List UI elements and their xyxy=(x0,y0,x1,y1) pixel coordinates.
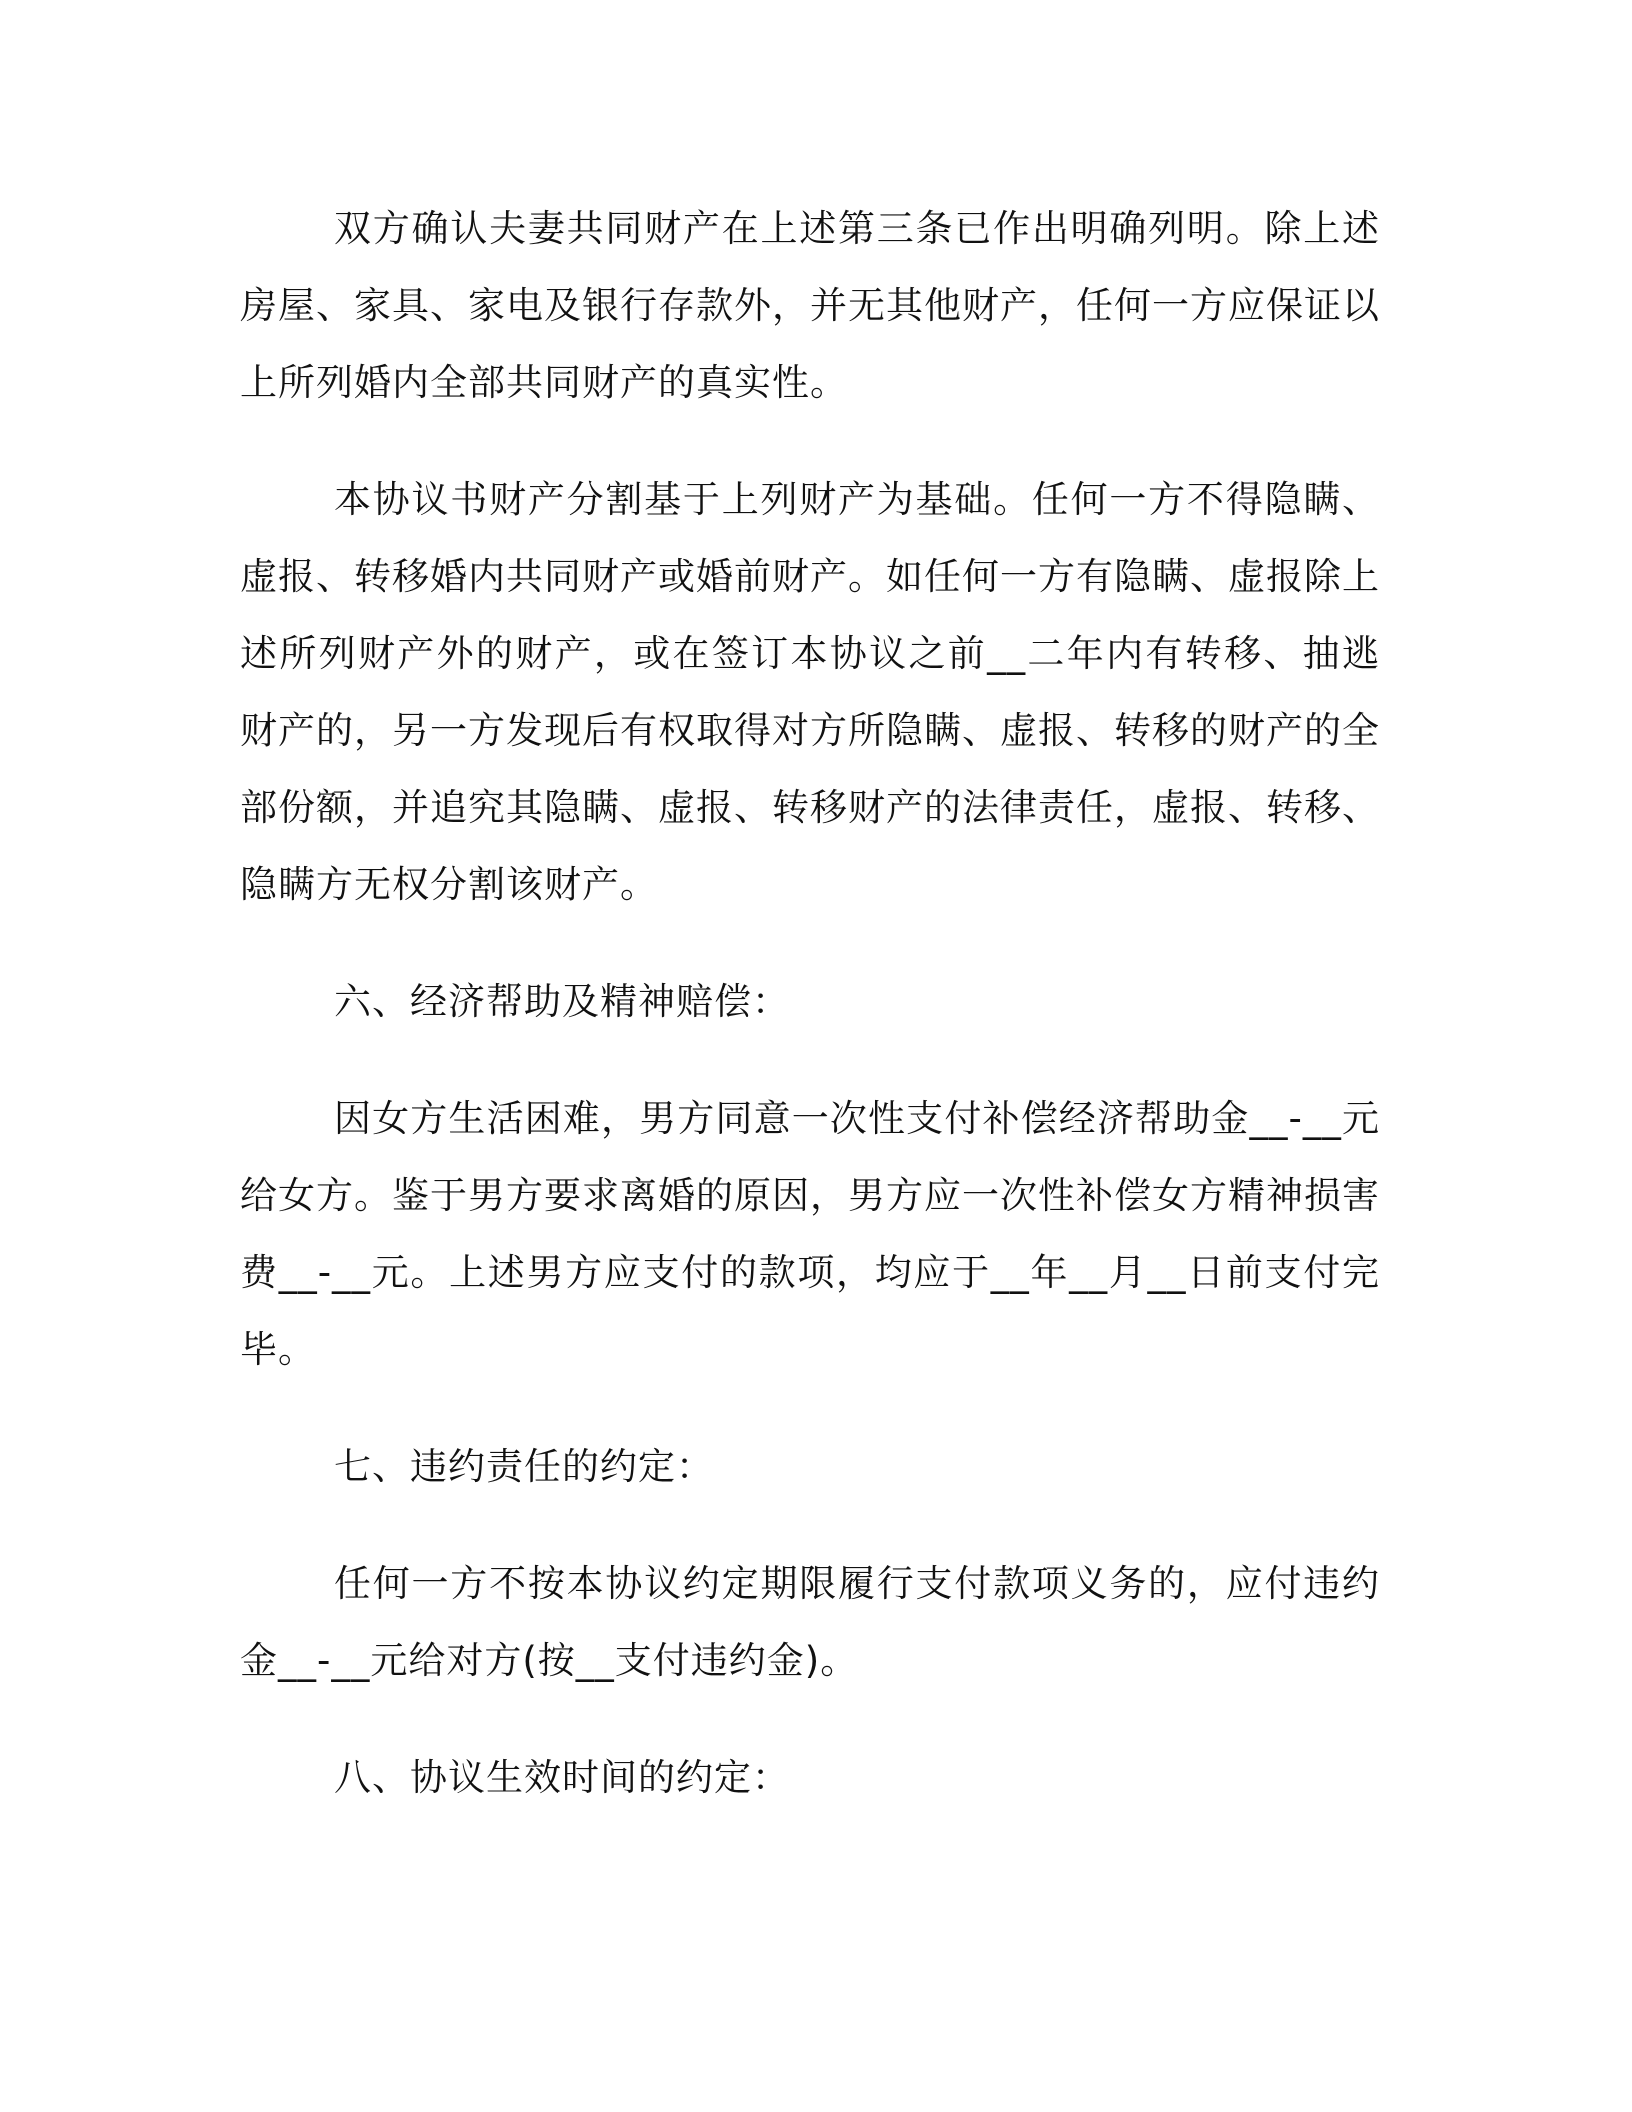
paragraph-property-division: 本协议书财产分割基于上列财产为基础。任何一方不得隐瞒、虚报、转移婚内共同财产或婚前财产。如任何一方有隐瞒、虚报除上述所列财产外的财产，或在签订本协议之前__二年内有转移、抽逃财产的，另一方发现后有权取得对方所隐瞒、虚报、转移的财产的全部份额，并追究其隐瞒、虚报、转移财产的法律责任，虚报、转移、隐瞒方无权分割该财产。 xyxy=(240,478,1380,906)
section-7-body: 任何一方不按本协议约定期限履行支付款项义务的，应付违约金__-__元给对方(按__支付违约金)。 xyxy=(240,1562,1380,1682)
section-7-heading: 七、违约责任的约定： xyxy=(334,1445,714,1488)
section-6-heading: 六、经济帮助及精神赔偿： xyxy=(334,980,790,1023)
document-page xyxy=(240,190,1380,1856)
section-6-body: 因女方生活困难，男方同意一次性支付补偿经济帮助金__-__元给女方。鉴于男方要求离婚的原因，男方应一次性补偿女方精神损害费__-__元。上述男方应支付的款项，均应于__年__月__日前支付完毕。 xyxy=(240,1097,1380,1371)
paragraph-property-confirmation: 双方确认夫妻共同财产在上述第三条已作出明确列明。除上述房屋、家具、家电及银行存款外，并无其他财产，任何一方应保证以上所列婚内全部共同财产的真实性。 xyxy=(240,207,1380,404)
section-8-heading: 八、协议生效时间的约定： xyxy=(334,1756,790,1799)
